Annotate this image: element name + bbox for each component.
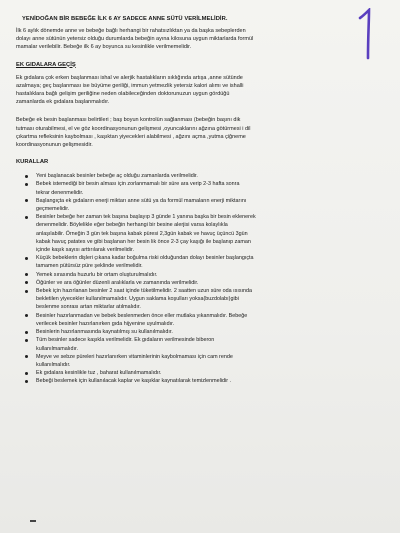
- rule-text-line: tekrar denenmelidir.: [36, 189, 84, 196]
- rule-text-line: Bebek için hazırlanan besinler 2 saat içinde tüketilmelidir. 2 saatten uzun süre oda ısısında: [36, 288, 253, 295]
- section-heading-ek-gidalara-gecis: EK GIDALARA GEÇİŞ: [16, 61, 76, 68]
- rule-text-line: verilecek besinler hazırlanırken gıda hijyenine uyulmalıdır.: [36, 320, 175, 327]
- rule-text-line: Bebek istemediği bir besin alması için zorlanmamalı bir süre ara verip 2-3 hafta sonra: [36, 181, 240, 188]
- handwritten-page-number: [350, 8, 378, 60]
- rule-item: [24, 287, 386, 312]
- rule-text-line: Başlangıçta ek gıdaların enerji miktarı anne sütü ya da formül mamaların enerji miktarını: [36, 197, 247, 204]
- rule-text-line: Besinler bebeğe her zaman tek başına başlayıp 3 günde 1 yanına başka bir besin eklenerek: [36, 214, 256, 221]
- rule-text-line: Yemek sırasında huzurlu bir ortam oluşturulmalıdır.: [36, 271, 158, 278]
- text-line: dolayı anne sütünün yetersiz olduğu durumlarda bebeğin ayına kilosuna uygun miktarlarda formül: [16, 36, 254, 43]
- text-line: Bebeğe ek besin başlanması belirtileri ; baş boyun kontrolün sağlanması (bebeğin başını dik: [16, 117, 241, 124]
- rule-item: [24, 377, 386, 385]
- rule-text-line: içinde kaşık sayısı arttırılarak verilmelidir.: [36, 247, 134, 254]
- ek-gida-paragraph: [16, 74, 386, 107]
- rule-item: [24, 172, 386, 180]
- rule-item: [24, 213, 386, 254]
- rule-item: [24, 328, 386, 336]
- text-line: zamanlarda ek gıdalara başlanmalıdır.: [16, 99, 110, 106]
- text-line: İlk 6 aylık dönemde anne ve bebeğe bağlı herhangi bir rahatsızlıktan ya da başka sebeplerden: [16, 28, 246, 34]
- rule-item: [24, 254, 386, 270]
- rule-text-line: geçmemelidir.: [36, 206, 70, 213]
- rule-text-line: bekletilen yiyecekler kullanılmamalıdır. Uygun saklama koşulları yoksa(buzdolabı)gibi: [36, 296, 239, 303]
- rule-text-line: Besinlerin hazırlanmasında kaynatılmış su kullanılmalıdır.: [36, 329, 173, 336]
- text-line: tutması oturabilmesi, el ve göz koordinasyonunun gelişmesi ,oyuncaklarını ağzına götürmesi i dil: [16, 125, 251, 132]
- rule-item: [24, 369, 386, 377]
- text-line: mamalar verilebilir. Bebeğe ilk 6 ay boyunca su kesinlikle verilmemelidir.: [16, 44, 192, 51]
- text-line: azalmaya; geç başlanması ise büyüme geriliği, immun yetmezlik yetersiz kalori alımı ve ishalli: [16, 82, 244, 89]
- rule-item: [24, 279, 386, 287]
- rule-text-line: denenmelidir. Böylelikle eğer bebeğin herhangi bir besine alerjisi varsa kolaylıkla: [36, 222, 228, 229]
- text-line: Ek gıdalara çok erken başlanması ishal ve alerjik hastalıkların sıklığında artışa ,anne sütünde: [16, 74, 243, 81]
- rule-item: [24, 312, 386, 328]
- rule-text-line: Tüm besinler sadece kaşıkla verilmelidir. Ek gıdaların verilmesinde biberon: [36, 337, 215, 344]
- rule-text-line: Öğünler ve ara öğünler düzenli aralıklarla ve zamanında verilmelidir.: [36, 279, 199, 286]
- rule-item: [24, 353, 386, 369]
- rule-text-line: tamamen pütürsüz püre şeklinde verilmelidir.: [36, 263, 143, 270]
- text-line: koordinasyonunun gelişmesidir.: [16, 142, 93, 149]
- rule-text-line: kullanılmalıdır.: [36, 361, 71, 368]
- rule-text-line: Meyve ve sebze püreleri hazırlanırken vitaminlerinin kaybolmaması için cam rende: [36, 353, 233, 360]
- rule-item: [24, 271, 386, 279]
- text-line: çıkartma refleksinin kaybolması , kaşıktan yiyecekleri alabilmesi , ağzını açma ,yutma çiğneme: [16, 133, 246, 140]
- readiness-paragraph: [16, 116, 386, 149]
- section-heading-kurallar: KURALLAR: [16, 159, 49, 166]
- rule-text-line: Bebeği beslemek için kullanılacak kaplar ve kaşıklar kaynatılarak temizlenmelidir .: [36, 378, 232, 385]
- rule-item: [24, 180, 386, 196]
- rule-text-line: Besinler hazırlanmadan ve bebek beslenmeden önce eller mutlaka yıkanmalıdır. Bebeğe: [36, 312, 248, 319]
- rule-text-line: beslenme sonrası artan miktarlar atılmalıdır.: [36, 304, 141, 311]
- rules-list: [16, 172, 386, 385]
- intro-paragraph: [16, 27, 386, 52]
- bottom-mark: [30, 520, 36, 522]
- rule-text-line: kullanılmamalıdır.: [36, 345, 78, 352]
- rule-text-line: anlaşılabilir. Örneğin 3 gün tek başına kabak püresi 2,3gün kabak ve havuç üçüncü 3gün: [36, 230, 248, 237]
- text-line: hastalıklara bağlı gelişim geriliğine neden olabileceğinden doktorunuzun uygun gördüğü: [16, 91, 230, 98]
- rule-text-line: kabak havuç patates ve gibi başlanan her besin lik önce 2-3 çay kaşığı ile başlanıp zaman: [36, 238, 251, 245]
- rule-text-line: Yeni başlanacak besinler bebeğe aç olduğu zamanlarda verilmelidir.: [36, 173, 198, 180]
- rule-text-line: Ek gıdalara kesinlikle tuz , baharat kullanılmamalıdır.: [36, 370, 162, 377]
- rule-item: [24, 336, 386, 352]
- rule-text-line: Küçük bebeklerin dişleri çıkana kadar boğulma riski olduğundan dolayı besinler başlangıçta: [36, 255, 254, 262]
- rule-item: [24, 197, 386, 213]
- document-title: YENİDOĞAN BİR BEBEĞE İLK 6 AY SADECE ANNE SÜTÜ VERİLMELİDİR.: [22, 16, 228, 22]
